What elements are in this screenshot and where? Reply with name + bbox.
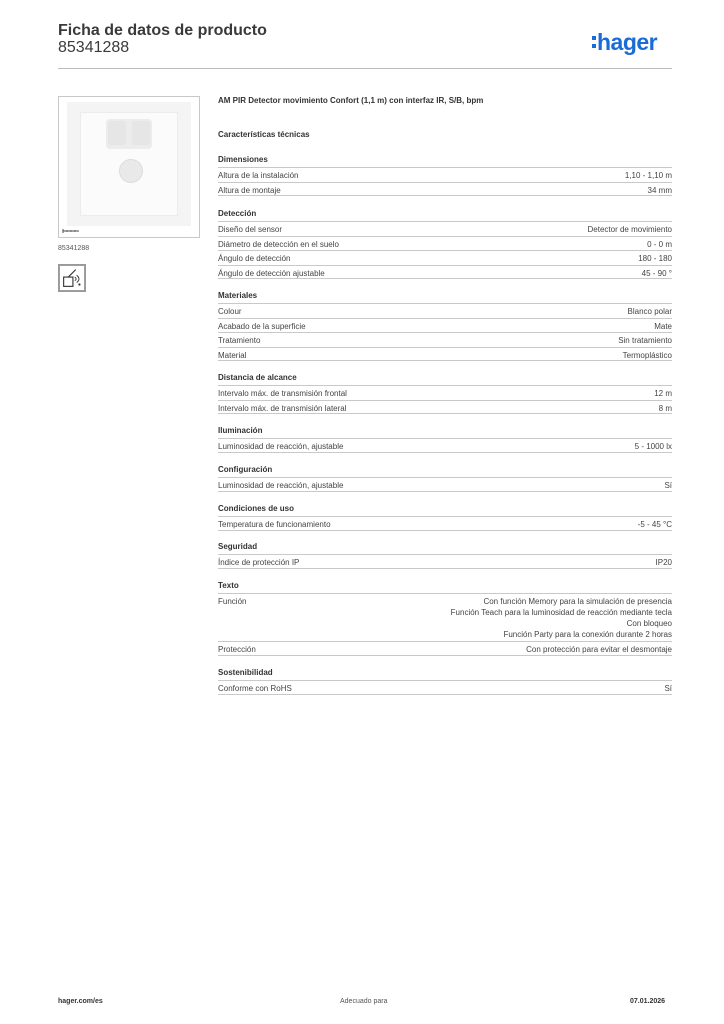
spec-value: Detector de movimiento: [587, 225, 672, 234]
spec-value: Sí: [664, 481, 672, 490]
spec-label: Altura de montaje: [218, 185, 281, 195]
spec-label: Función: [218, 597, 247, 606]
section-title: Iluminación: [218, 426, 263, 435]
spec-value-line: Con bloqueo: [626, 619, 672, 628]
spec-label: Protección: [218, 645, 256, 654]
spec-row: [218, 554, 672, 569]
spec-row: [218, 318, 672, 333]
spec-row: [218, 477, 672, 492]
spec-value-line: Con función Memory para la simulación de presencia: [483, 597, 672, 606]
spec-value-line: Función Teach para la luminosidad de reacción mediante tecla: [450, 608, 672, 617]
spec-label: Intervalo máx. de transmisión lateral: [218, 403, 347, 413]
pir-lens-right: [132, 121, 150, 145]
spec-value: 180 - 180: [638, 254, 672, 264]
spec-label: Diseño del sensor: [218, 225, 283, 234]
spec-label: Luminosidad de reacción, ajustable: [218, 481, 344, 490]
spec-value: 45 - 90 °: [641, 268, 672, 278]
motion-detector-icon: [58, 264, 86, 292]
spec-value: Termoplástico: [622, 350, 672, 360]
spec-row: [218, 250, 672, 265]
spec-row: [218, 385, 672, 400]
spec-row: [218, 641, 672, 656]
spec-row: [218, 680, 672, 695]
spec-row: [218, 182, 672, 197]
spec-value: Con protección para evitar el desmontaje: [526, 645, 672, 654]
spec-label: Diámetro de detección en el suelo: [218, 239, 339, 249]
section-title: Configuración: [218, 465, 273, 474]
spec-label: Acabado de la superficie: [218, 321, 306, 331]
pir-button: [119, 159, 143, 183]
spec-label: Temperatura de funcionamiento: [218, 520, 331, 529]
spec-label: Conforme con RoHS: [218, 684, 292, 693]
spec-label: Índice de protección IP: [218, 558, 300, 567]
spec-value: 12 m: [654, 389, 672, 398]
spec-label: Tratamiento: [218, 336, 261, 346]
spec-row: [218, 303, 672, 318]
spec-label: Luminosidad de reacción, ajustable: [218, 442, 344, 451]
product-description: AM PIR Detector movimiento Confort (1,1 m) con interfaz IR, S/B, bpm: [218, 96, 484, 105]
logo-colon-icon: [592, 36, 596, 48]
spec-row: [218, 167, 672, 182]
spec-row: [218, 347, 672, 362]
spec-row: [218, 438, 672, 453]
spec-label: Ángulo de detección: [218, 254, 291, 264]
footer-suitable-for: Adecuado para: [340, 998, 388, 1005]
section-title: Materiales: [218, 291, 258, 300]
pir-lens-left: [108, 121, 126, 145]
hager-logo[interactable]: [592, 28, 657, 56]
product-code-header: 85341288: [58, 39, 130, 56]
spec-label: Intervalo máx. de transmisión frontal: [218, 389, 347, 398]
spec-row: [218, 221, 672, 236]
product-plate: [67, 102, 191, 226]
product-code-caption: 85341288: [58, 245, 90, 252]
spec-row: [218, 265, 672, 280]
spec-value: -5 - 45 °C: [637, 520, 672, 529]
section-title: Condiciones de uso: [218, 504, 295, 513]
section-title: Distancia de alcance: [218, 373, 297, 382]
section-title: Dimensiones: [218, 155, 268, 164]
spec-value: Blanco polar: [627, 307, 672, 316]
spec-value-list: [451, 596, 672, 640]
spec-value: Sin tratamiento: [618, 336, 672, 346]
spec-row: [218, 516, 672, 531]
spec-label: Material: [218, 350, 247, 360]
spec-value: 5 - 1000 lx: [634, 442, 672, 451]
spec-row: [218, 593, 672, 641]
spec-value: 1,10 - 1,10 m: [624, 171, 672, 180]
spec-label: Colour: [218, 307, 242, 316]
scale-icon: [62, 228, 80, 234]
spec-value-line: Función Party para la conexión durante 2 horas: [503, 630, 672, 639]
section-title: Texto: [218, 581, 239, 590]
spec-row: [218, 236, 672, 251]
footer-website-link[interactable]: hager.com/es: [58, 998, 103, 1005]
header-divider: [58, 68, 672, 69]
spec-value: 34 mm: [647, 185, 672, 195]
spec-value: 0 - 0 m: [647, 239, 672, 249]
page-title: Ficha de datos de producto: [58, 22, 267, 39]
technical-characteristics-title: Características técnicas: [218, 130, 310, 139]
product-image[interactable]: [58, 96, 200, 238]
spec-value: Sí: [664, 684, 672, 693]
section-title: Seguridad: [218, 542, 258, 551]
spec-label: Altura de la instalación: [218, 171, 299, 180]
spec-row: [218, 400, 672, 415]
spec-value: IP20: [655, 558, 672, 567]
logo-text: hager: [597, 29, 658, 55]
section-title: Detección: [218, 209, 257, 218]
spec-value: Mate: [654, 321, 672, 331]
section-title: Sostenibilidad: [218, 668, 273, 677]
product-inner: [80, 112, 178, 216]
spec-row: [218, 332, 672, 347]
spec-label: Ángulo de detección ajustable: [218, 268, 325, 278]
spec-value: 8 m: [658, 403, 672, 413]
footer-date: 07.01.2026: [630, 998, 666, 1005]
